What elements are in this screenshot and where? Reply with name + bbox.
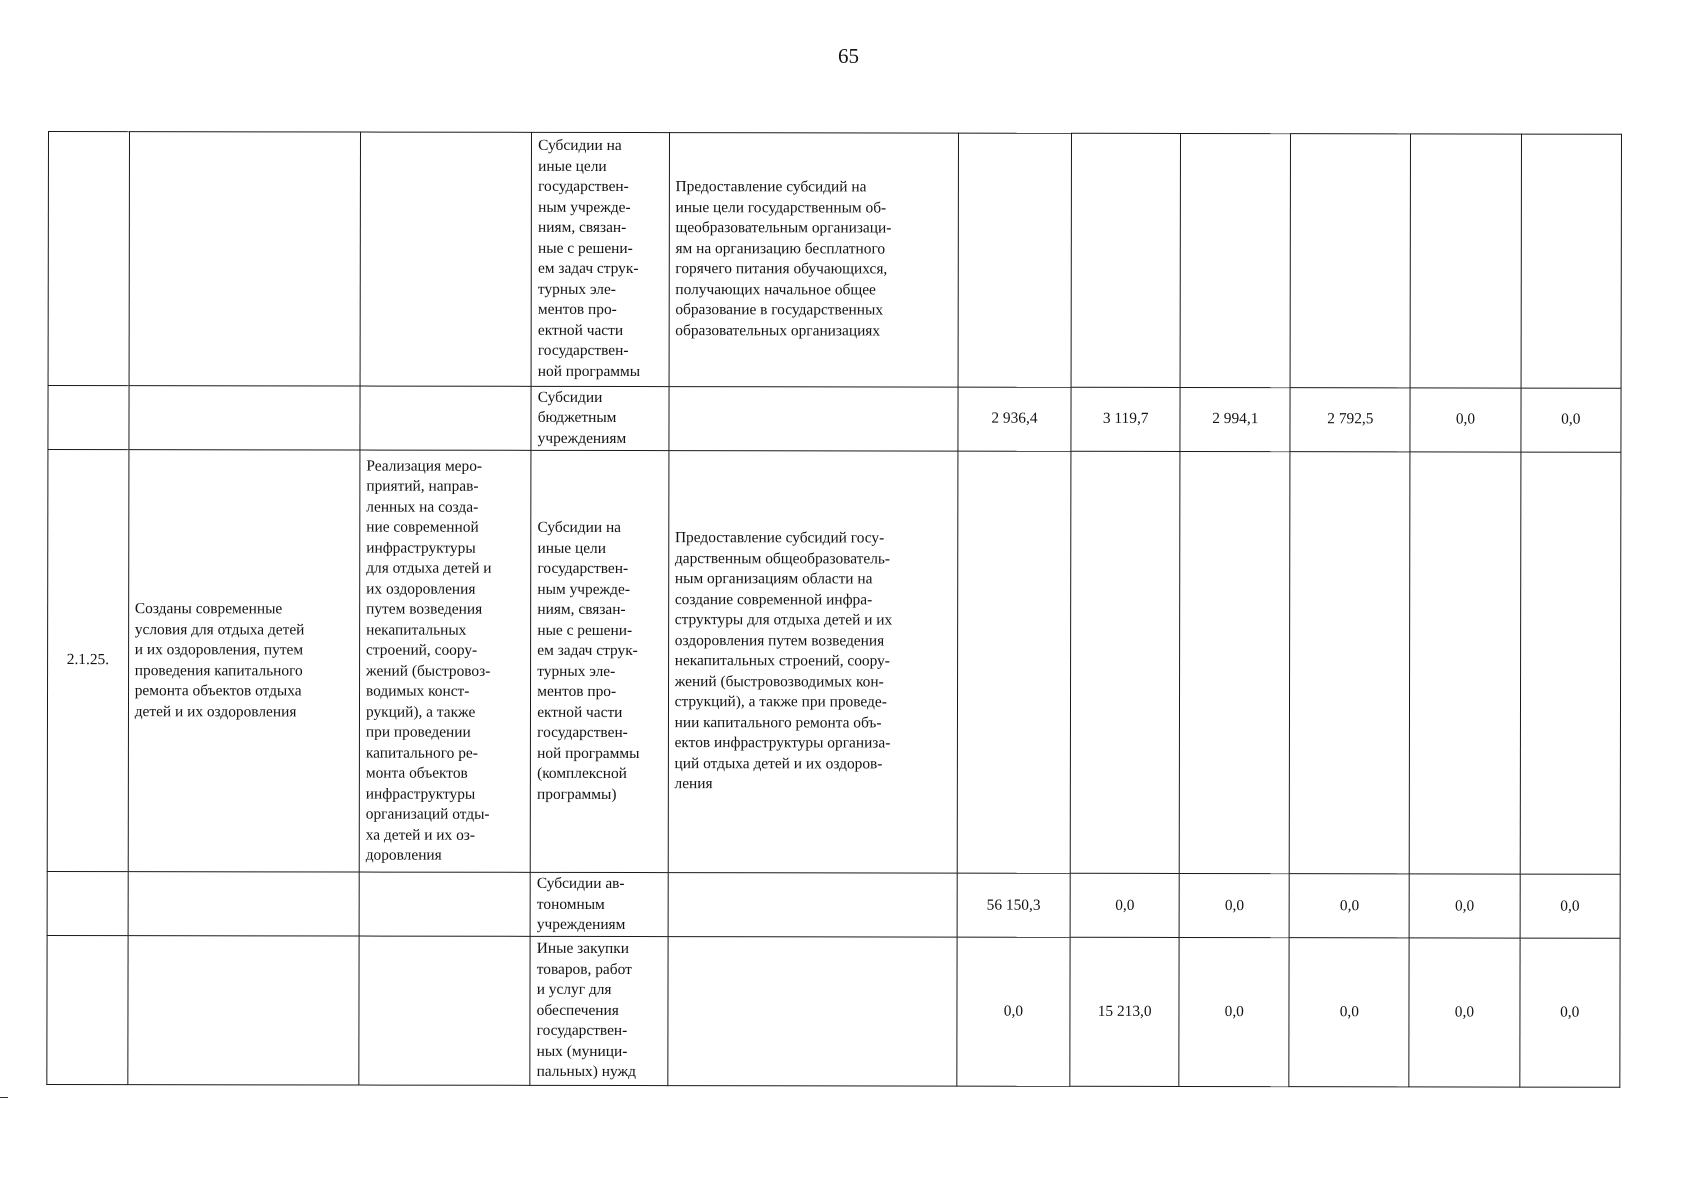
- amount-cell: 56 150,3: [957, 873, 1071, 937]
- amount-cell: 0,0: [1179, 874, 1289, 938]
- amount-cell: [1070, 451, 1180, 873]
- amount-cell: 2 936,4: [958, 387, 1072, 451]
- amount-cell: 15 213,0: [1070, 938, 1179, 1087]
- funding-source-cell: Иные закупки товаров, работ и услуг для обеспечения государствен- ных (муници- пальных) нужд: [530, 937, 668, 1086]
- budget-table: [46, 131, 1622, 1088]
- amount-cell: [1521, 134, 1622, 388]
- amount-cell: [1410, 134, 1521, 388]
- code-cell: [48, 385, 129, 449]
- code-cell: [47, 872, 128, 936]
- amount-cell: [1290, 134, 1410, 388]
- amount-cell: 0,0: [1521, 388, 1622, 452]
- purpose-cell: [667, 937, 956, 1086]
- amount-cell: [1071, 133, 1181, 387]
- document-page: [46, 131, 1622, 1088]
- amount-cell: 0,0: [1519, 939, 1620, 1088]
- amount-cell: 0,0: [1070, 874, 1179, 938]
- amount-cell: [1180, 133, 1291, 387]
- amount-cell: 0,0: [1289, 874, 1409, 938]
- measure-cell: [360, 386, 531, 451]
- table-row: [47, 936, 1620, 1087]
- funding-source-cell: Субсидии на иные цели государствен- ным учрежде- ниям, связан- ные с решени- ем задач струк- турных эле- ментов про- ектной части государствен- ной программы: [531, 132, 669, 386]
- funding-source-cell: Субсидии на иные цели государствен- ным учрежде- ниям, связан- ные с решени- ем задач струк- турных эле- ментов про- ектной части государствен- ной программы (комплексной программы): [530, 450, 668, 873]
- amount-cell: 0,0: [1410, 388, 1520, 452]
- amount-cell: [958, 133, 1072, 387]
- table-row: [48, 385, 1621, 452]
- result-cell: Созданы современные условия для отдыха детей и их оздоровления, путем проведения капитального ремонта объектов отдыха детей и их оздоровления: [128, 450, 360, 873]
- code-cell: [47, 936, 128, 1085]
- table-row: [47, 872, 1620, 939]
- code-cell: [48, 132, 129, 386]
- table-body: [47, 132, 1622, 1088]
- amount-cell: 0,0: [1289, 938, 1409, 1087]
- amount-cell: [957, 451, 1071, 873]
- amount-cell: 0,0: [957, 938, 1071, 1087]
- purpose-cell: [668, 873, 957, 938]
- amount-cell: [1290, 452, 1411, 875]
- amount-cell: 0,0: [1409, 938, 1519, 1087]
- measure-cell: Реализация меро- приятий, направ- ленных на созда- ние современной инфраструктуры для отдыха детей и их оздоровления путем возведения некапитальных строений, соору- жений (быстровоз- водимых конст- рукций), а также при проведении капитального ре- монта объектов инфраструктуры организаций отды- ха детей и их оз- доровления: [359, 450, 531, 873]
- amount-cell: 3 119,7: [1071, 387, 1180, 451]
- table-row: [48, 132, 1621, 389]
- amount-cell: 0,0: [1409, 874, 1519, 938]
- purpose-cell: [669, 386, 958, 451]
- purpose-cell: Предоставление субсидий госу- дарственным общеобразователь- ным организациям области на создание современной инфра- структуры для отдыха детей и их оздоровления путем возведения некапитальных строений, соору- жений (быстровозводимых кон- струкций), а также при проведе- нии капитального ремонта объ- ектов инфраструктуры организа- ций отдыха детей и их оздоров- ления: [668, 451, 958, 874]
- result-cell: [129, 385, 360, 450]
- amount-cell: 0,0: [1179, 938, 1289, 1087]
- table-row: [47, 449, 1621, 874]
- page-number: 65: [838, 44, 859, 68]
- result-cell: [128, 936, 360, 1085]
- amount-cell: [1520, 452, 1621, 874]
- funding-source-cell: Субсидии бюджетным учреждениям: [531, 386, 669, 450]
- amount-cell: 2 792,5: [1290, 387, 1410, 451]
- amount-cell: 0,0: [1520, 874, 1621, 938]
- result-cell: [129, 132, 361, 386]
- funding-source-cell: Субсидии ав- тономным учреждениям: [530, 873, 668, 937]
- amount-cell: [1410, 452, 1521, 874]
- purpose-cell: Предоставление субсидий на иные цели государственным об- щеобразовательным организаци- ям на организацию бесплатного горячего питания обучающихся, получающих начальное общее образование в государственных образовательных организациях: [669, 133, 959, 387]
- code-cell: 2.1.25.: [47, 449, 128, 871]
- amount-cell: [1179, 451, 1290, 873]
- measure-cell: [360, 132, 532, 386]
- measure-cell: [359, 937, 531, 1086]
- measure-cell: [359, 872, 530, 937]
- result-cell: [128, 872, 359, 937]
- edge-mark: [0, 1097, 8, 1098]
- amount-cell: 2 994,1: [1180, 387, 1290, 451]
